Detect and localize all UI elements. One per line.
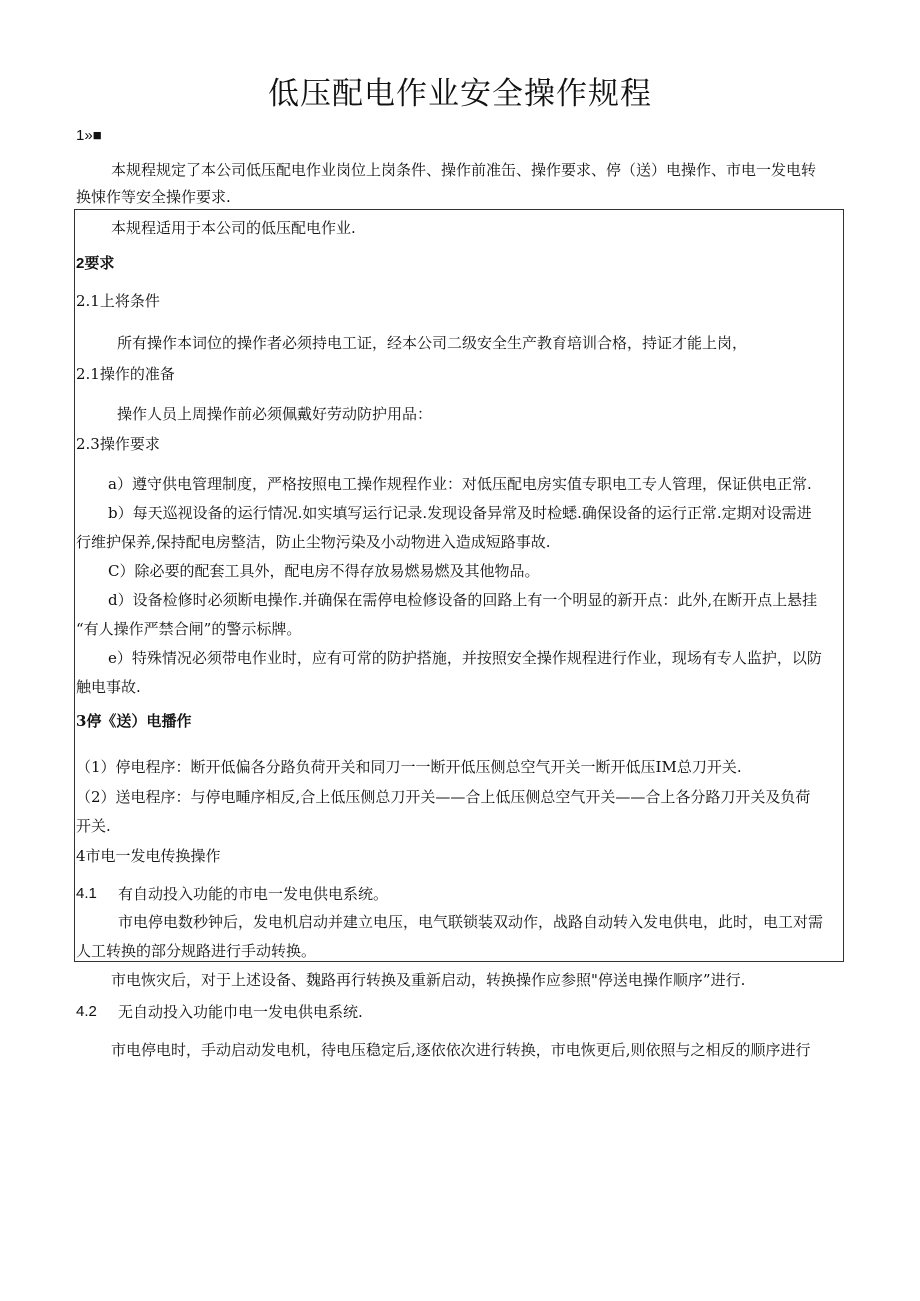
section-4-1-heading: 有自动投入功能的市电一发电供电系统。	[118, 885, 389, 903]
section-2-2-paragraph: 操作人员上周操作前必须佩戴好劳动防护用品：	[117, 405, 433, 423]
item-a: a）遵守供电管理制度，严格按照电工操作规程作业：对低压配电房实值专职电工专人管理，保证供电正常.	[108, 475, 812, 493]
section-4-1-restore-paragraph: 市电恢灾后，对于上述设备、魏路再行转换及重新启动，转换操作应参照"停送电操作顺序”进行.	[111, 971, 746, 989]
item-d-line-2: “有人操作严禁合闸”的警示标牌。	[76, 620, 302, 638]
section-2-1-heading: 2.1上将条件	[76, 292, 160, 310]
power-off-procedure: （1）停电程序：断开低偏各分路负荷开关和同刀一一断开低压侧总空气开关一断开低压IM总刀开关.	[76, 758, 742, 776]
section-4-heading: 4市电一发电传换操作	[76, 847, 221, 865]
item-b-line-1: b）每天巡视设备的运行情况.如实填写运行记录.发现设备异常及时检蟋.确保设备的运行正常.定期对设需进	[108, 504, 812, 522]
intro-paragraph-line-1: 本规程规定了本公司低压配电作业岗位上岗条件、操作前准缶、操作要求、停（送）电操作、市电一发电转	[111, 161, 817, 179]
intro-paragraph-line-2: 换悚作等安全操作要求.	[76, 188, 231, 206]
section-3-heading: 3停《送）电播作	[76, 712, 192, 730]
section-2-1-paragraph: 所有操作本词位的操作者必须持电工证，经本公司二级安全生产教育培训合格，持证才能上岗，	[117, 334, 748, 352]
item-d-line-1: d）设备检修时必须断电操作.并确保在需停电检修设备的回路上有一个明显的新开点：此外,在断开点上悬挂	[108, 591, 818, 609]
power-on-procedure-line-1: （2）送电程序：与停电畽序相反,合上低压侧总刀开关——合上低压侧总空气开关——合上各分路刀开关及负荷	[76, 788, 811, 806]
section-4-2-number: 4.2	[76, 1003, 97, 1020]
section-2-heading: 2要求	[76, 255, 115, 272]
scope-paragraph: 本规程适用于本公司的低压配电作业.	[111, 219, 356, 237]
item-e-line-1: e）特殊情况必须带电作业时，应有可常的防护搭施，并按照安全操作规程进行作业，现场有专人监护，以防	[108, 649, 822, 667]
section-2-2-heading: 2.1操作的准备	[76, 365, 175, 383]
section-4-2-heading: 无自动投入功能巾电一发电供电系统.	[118, 1003, 363, 1021]
item-b-line-2: 行维护保养,保持配电房整洁，防止尘物污染及小动物进入造成短路事故.	[76, 533, 551, 551]
item-c: C）除必要的配套工具外，配电房不得存放易燃易燃及其他物品。	[108, 562, 540, 580]
document-title: 低压配电作业安全操作规程	[268, 76, 652, 112]
section-1-heading: 1»■	[76, 127, 102, 144]
item-e-line-2: 触电事故.	[76, 678, 141, 696]
section-4-1-paragraph-line-1: 市电停电数秒钟后，发电机启动并建立电压，电气联锁装双动作，战路自动转入发电供电，此时，电工对需	[118, 913, 824, 931]
section-4-1-number: 4.1	[76, 885, 97, 902]
section-4-1-paragraph-line-2: 人工转换的部分规路进行手动转换。	[76, 942, 317, 960]
power-on-procedure-line-2: 开关.	[76, 817, 111, 835]
section-2-3-heading: 2.3操作要求	[76, 435, 160, 453]
section-4-2-paragraph: 市电停电时，手动启动发电机，待电压稳定后,逐依依次进行转换，市电恢更后,则依照与之相反的顺序进行	[111, 1041, 811, 1059]
